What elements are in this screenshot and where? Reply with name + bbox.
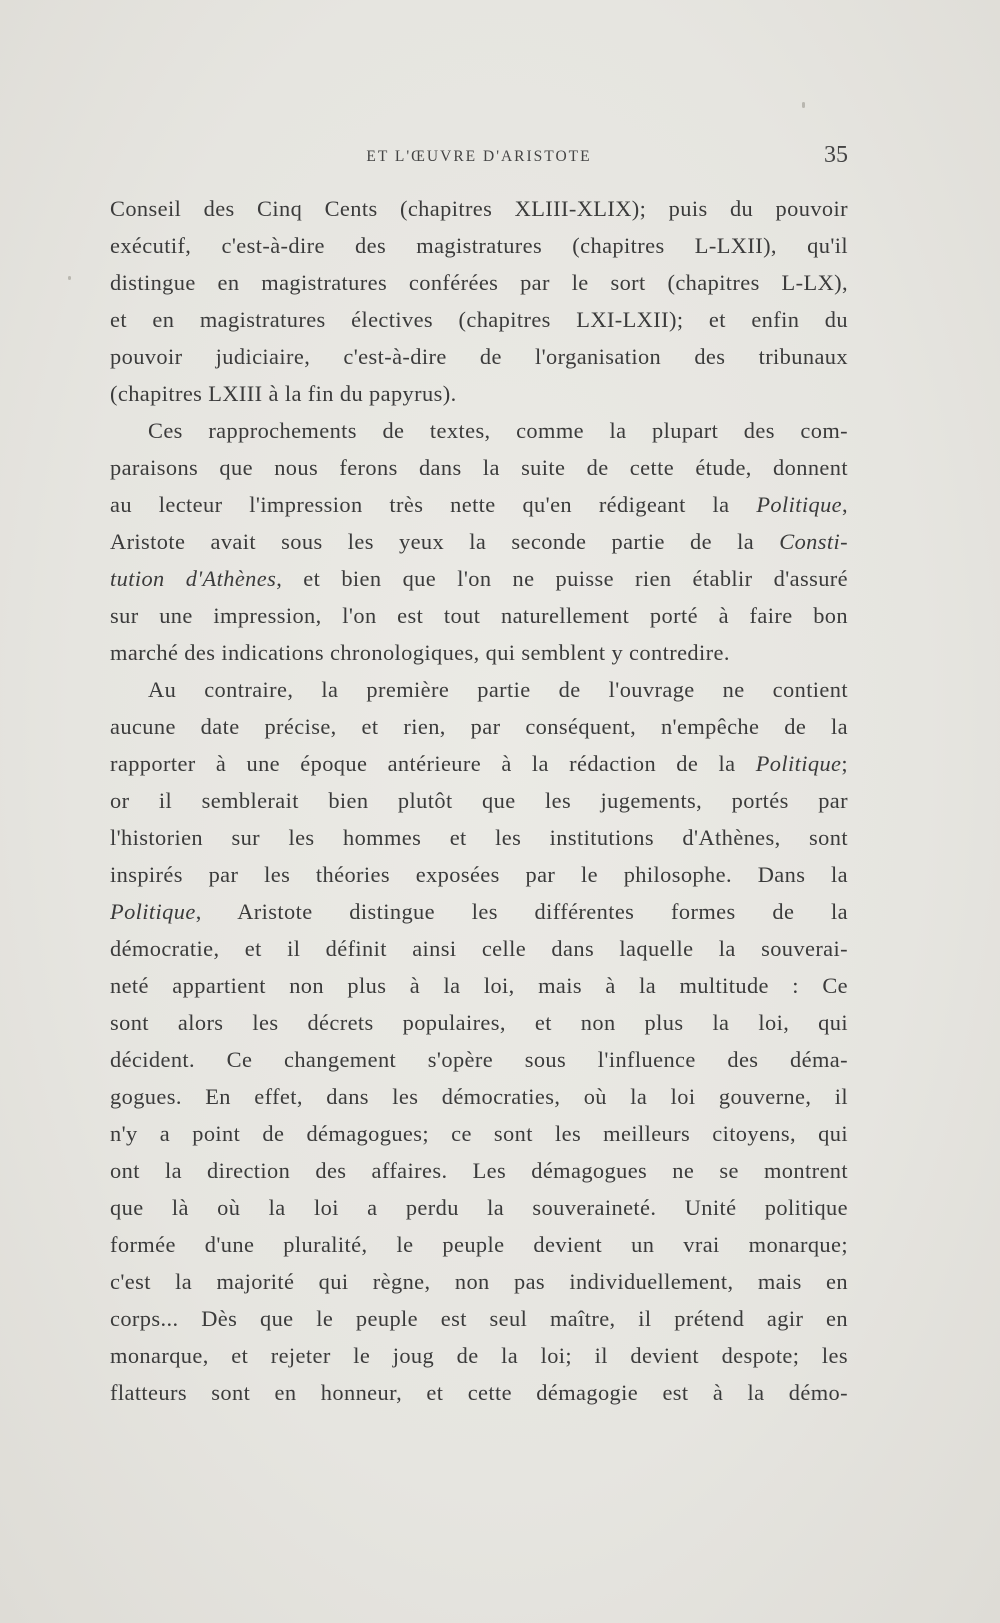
text-line: [110, 1337, 848, 1374]
italic-text: Consti-: [779, 529, 848, 554]
text-line: [110, 338, 848, 375]
text-line: [110, 893, 848, 930]
text-segment: (chapitres LXIII à la fin du papyrus).: [110, 381, 457, 406]
text-segment: rapporter à une époque antérieure à la rédaction de la: [110, 751, 756, 776]
text-segment: et en magistratures électives (chapitres LXI-LXII); et enfin du: [110, 307, 848, 332]
text-segment: Aristote avait sous les yeux la seconde partie de la: [110, 529, 780, 554]
text-segment: ;: [841, 751, 848, 776]
text-segment: paraisons que nous ferons dans la suite de cette étude, donnent: [110, 455, 848, 480]
text-segment: l'historien sur les hommes et les institutions d'Athènes, sont: [110, 825, 848, 850]
text-segment: n'y a point de démagogues; ce sont les meilleurs citoyens, qui: [110, 1121, 848, 1146]
text-line: [110, 301, 848, 338]
text-line: [110, 856, 848, 893]
text-segment: flatteurs sont en honneur, et cette démagogie est à la démo-: [110, 1380, 848, 1405]
text-segment: décident. Ce changement s'opère sous l'influence des déma-: [110, 1047, 848, 1072]
text-segment: Conseil des Cinq Cents (chapitres XLIII-XLIX); puis du pouvoir: [110, 196, 848, 221]
text-line: [110, 1152, 848, 1189]
text-segment: Au contraire, la première partie de l'ouvrage ne contient: [148, 677, 848, 702]
text-segment: démocratie, et il définit ainsi celle dans laquelle la souverai-: [110, 936, 848, 961]
text-segment: formée d'une pluralité, le peuple devient un vrai monarque;: [110, 1232, 848, 1257]
text-segment: ,: [842, 492, 848, 517]
text-segment: or il semblerait bien plutôt que les jugements, portés par: [110, 788, 848, 813]
running-head: [110, 138, 848, 178]
text-line: [110, 449, 848, 486]
text-line: [110, 486, 848, 523]
page-number: 35: [824, 142, 848, 168]
text-line: [110, 1374, 848, 1411]
text-line: [110, 819, 848, 856]
text-segment: que là où la loi a perdu la souveraineté. Unité politique: [110, 1195, 848, 1220]
text-line: [110, 190, 848, 227]
text-line: [110, 1078, 848, 1115]
text-segment: corps... Dès que le peuple est seul maître, il prétend agir en: [110, 1306, 848, 1331]
text-line: [110, 930, 848, 967]
text-line: [110, 1226, 848, 1263]
text-segment: marché des indications chronologiques, qui semblent y contredire.: [110, 640, 730, 665]
text-line: [110, 1300, 848, 1337]
body-text: [110, 190, 848, 1411]
running-title: ET L'ŒUVRE D'ARISTOTE: [366, 148, 592, 165]
italic-text: Politique: [755, 751, 842, 776]
text-line: [110, 1115, 848, 1152]
italic-text: tution d'Athènes: [110, 566, 277, 591]
text-segment: neté appartient non plus à la loi, mais à la multitude : Ce: [110, 973, 848, 998]
text-line: [110, 1041, 848, 1078]
text-line: [110, 523, 848, 560]
text-line: [110, 708, 848, 745]
text-line: [110, 967, 848, 1004]
text-segment: gogues. En effet, dans les démocraties, où la loi gouverne, il: [110, 1084, 848, 1109]
text-line: [110, 782, 848, 819]
text-segment: aucune date précise, et rien, par conséquent, n'empêche de la: [110, 714, 848, 739]
text-segment: distingue en magistratures conférées par le sort (chapitres L-LX),: [110, 270, 848, 295]
italic-text: Politique: [110, 899, 196, 924]
text-segment: exécutif, c'est-à-dire des magistratures (chapitres L-LXII), qu'il: [110, 233, 848, 258]
text-segment: pouvoir judiciaire, c'est-à-dire de l'organisation des tribunaux: [110, 344, 848, 369]
text-line: [110, 634, 848, 671]
text-segment: au lecteur l'impression très nette qu'en rédigeant la: [110, 492, 757, 517]
text-line: [110, 264, 848, 301]
text-line: [110, 745, 848, 782]
text-segment: sur une impression, l'on est tout naturellement porté à faire bon: [110, 603, 848, 628]
text-segment: , Aristote distingue les différentes formes de la: [195, 899, 848, 924]
text-segment: ont la direction des affaires. Les démagogues ne se montrent: [110, 1158, 848, 1183]
text-line: [110, 375, 848, 412]
text-segment: monarque, et rejeter le joug de la loi; il devient despote; les: [110, 1343, 848, 1368]
text-segment: inspirés par les théories exposées par le philosophe. Dans la: [110, 862, 848, 887]
text-segment: Ces rapprochements de textes, comme la plupart des com-: [148, 418, 848, 443]
italic-text: Politique: [756, 492, 842, 517]
paper-speck: [68, 276, 71, 280]
text-line: [110, 671, 848, 708]
text-segment: sont alors les décrets populaires, et non plus la loi, qui: [110, 1010, 848, 1035]
text-segment: c'est la majorité qui règne, non pas individuellement, mais en: [110, 1269, 848, 1294]
text-line: [110, 227, 848, 264]
text-line: [110, 597, 848, 634]
text-line: [110, 560, 848, 597]
text-line: [110, 412, 848, 449]
text-line: [110, 1189, 848, 1226]
text-line: [110, 1263, 848, 1300]
text-segment: , et bien que l'on ne puisse rien établir d'assuré: [276, 566, 848, 591]
text-line: [110, 1004, 848, 1041]
paper-speck: [802, 102, 805, 108]
